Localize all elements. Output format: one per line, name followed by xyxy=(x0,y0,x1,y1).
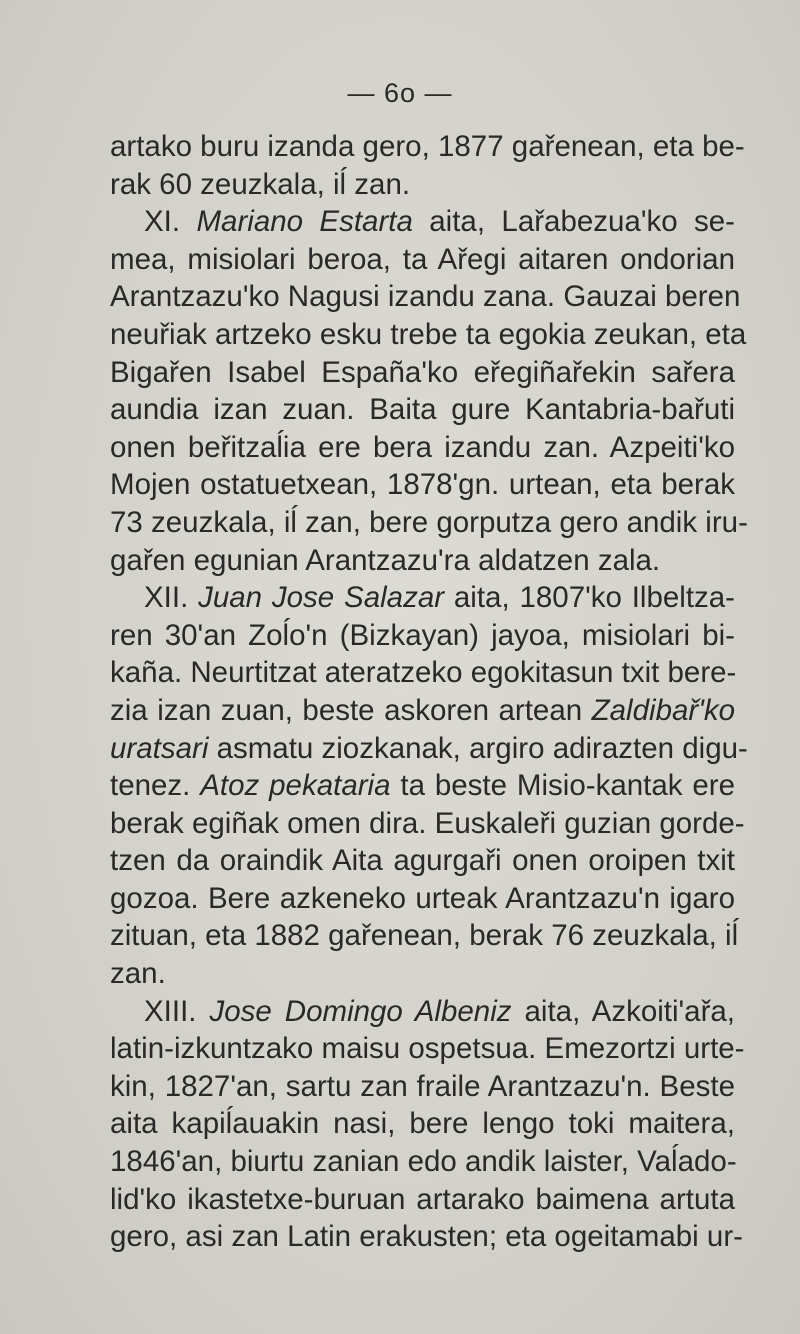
text-segment: gero, asi zan Latin erakusten; eta ogeitamabi ur- xyxy=(110,1220,743,1254)
text-segment: asmatu ziozkanak, argiro adirazten digu- xyxy=(208,731,748,765)
text-segment: aita, 1807'ko Ilbeltza- xyxy=(444,581,736,615)
text-segment: mea, misiolari beroa, ta Ařegi aitaren ondorian xyxy=(110,242,735,276)
text-segment: Mojen ostatuetxean, 1878'gn. urtean, eta berak xyxy=(110,468,735,502)
text-segment: ren 30'an Zoĺo'n (Bizkayan) jayoa, misiolari bi- xyxy=(110,618,735,652)
text-line xyxy=(110,617,735,655)
text-segment: onen beřitzaĺia ere bera izandu zan. Azpeiti'ko xyxy=(110,430,735,464)
text-line xyxy=(110,166,735,204)
text-line xyxy=(110,429,735,467)
text-segment: artako buru izanda gero, 1877 gařenean, eta be- xyxy=(110,130,745,163)
text-segment: kaña. Neurtitzat ateratzeko egokitasun txit bere- xyxy=(110,656,737,690)
text-segment: aita kapiĺauakin nasi, bere lengo toki maitera, xyxy=(110,1107,735,1141)
text-line xyxy=(110,579,735,617)
italic-name: Mariano Estarta xyxy=(196,205,413,239)
text-segment: aita, Lařabezua'ko se- xyxy=(412,205,735,239)
text-segment: zan. xyxy=(110,957,166,991)
text-line xyxy=(110,391,735,429)
text-line xyxy=(110,842,735,880)
text-line xyxy=(110,466,735,504)
text-line xyxy=(110,1143,735,1181)
text-segment: berak egiñak omen dira. Euskaleři guzian gorde- xyxy=(110,806,745,840)
text-line xyxy=(110,203,735,241)
text-segment: lid'ko ikastetxe-buruan artarako baimena artuta xyxy=(110,1182,735,1216)
text-segment: ta beste Misio-kantak ere xyxy=(390,769,735,803)
text-line xyxy=(110,1068,735,1106)
text-segment: XII. xyxy=(144,581,199,615)
text-segment: tzen da oraindik Aita agurgaři onen oroipen txit xyxy=(110,844,735,878)
text-line xyxy=(110,1218,743,1256)
text-segment: zituan, eta 1882 gařenean, berak 76 zeuzkala, iĺ xyxy=(110,919,739,953)
text-line xyxy=(110,917,739,955)
text-line xyxy=(110,1181,735,1219)
text-segment: XIII. xyxy=(144,994,210,1028)
text-line xyxy=(110,128,745,166)
text-line xyxy=(110,692,735,730)
page-number: — 6o — xyxy=(347,78,453,108)
text-segment: gozoa. Bere azkeneko urteak Arantzazu'n igaro xyxy=(110,881,735,915)
text-segment: XI. xyxy=(144,205,197,239)
italic-name: Jose Domingo Albeniz xyxy=(209,994,512,1028)
body-text xyxy=(110,128,748,1256)
text-segment: tenez. xyxy=(110,769,201,803)
italic-name: Juan Jose Salazar xyxy=(198,581,445,615)
text-segment: Bigařen Isabel España'ko eřegiñařekin sařera xyxy=(110,355,735,389)
text-segment: kin, 1827'an, sartu zan fraile Arantzazu'n. Beste xyxy=(110,1069,735,1103)
text-line xyxy=(110,504,748,542)
text-segment: 73 zeuzkala, iĺ zan, bere gorputza gero andik iru- xyxy=(110,505,748,539)
text-line xyxy=(110,1105,735,1143)
text-line xyxy=(110,880,735,918)
text-segment: zia izan zuan, beste askoren artean xyxy=(110,693,592,727)
text-line xyxy=(110,316,747,354)
text-segment: Arantzazu'ko Nagusi izandu zana. Gauzai beren xyxy=(110,280,741,314)
text-line xyxy=(110,993,735,1031)
text-segment: neuřiak artzeko esku trebe ta egokia zeukan, eta xyxy=(110,317,747,351)
text-segment: rak 60 zeuzkala, iĺ zan. xyxy=(110,167,411,201)
text-segment: 1846'an, biurtu zanian edo andik laister, Vaĺado- xyxy=(110,1145,737,1179)
text-line xyxy=(110,767,735,805)
text-line xyxy=(110,354,735,392)
text-line xyxy=(110,955,735,993)
text-segment: aita, Azkoiti'ařa, xyxy=(511,994,736,1028)
italic-name: Atoz pekataria xyxy=(200,769,391,803)
italic-name: Zaldibař'ko xyxy=(591,693,735,727)
text-line xyxy=(110,278,741,316)
text-segment: latin-izkuntzako maisu ospetsua. Emezortzi urte- xyxy=(110,1032,745,1066)
text-line xyxy=(110,654,735,692)
text-segment: gařen egunian Arantzazu'ra aldatzen zala. xyxy=(110,543,661,577)
text-line xyxy=(110,730,748,768)
italic-name: uratsari xyxy=(110,731,209,765)
text-line xyxy=(110,241,735,279)
text-line xyxy=(110,542,735,580)
text-line xyxy=(110,805,745,843)
text-segment: aundia izan zuan. Baita gure Kantabria-bařuti xyxy=(110,393,735,427)
text-line xyxy=(110,1030,745,1068)
